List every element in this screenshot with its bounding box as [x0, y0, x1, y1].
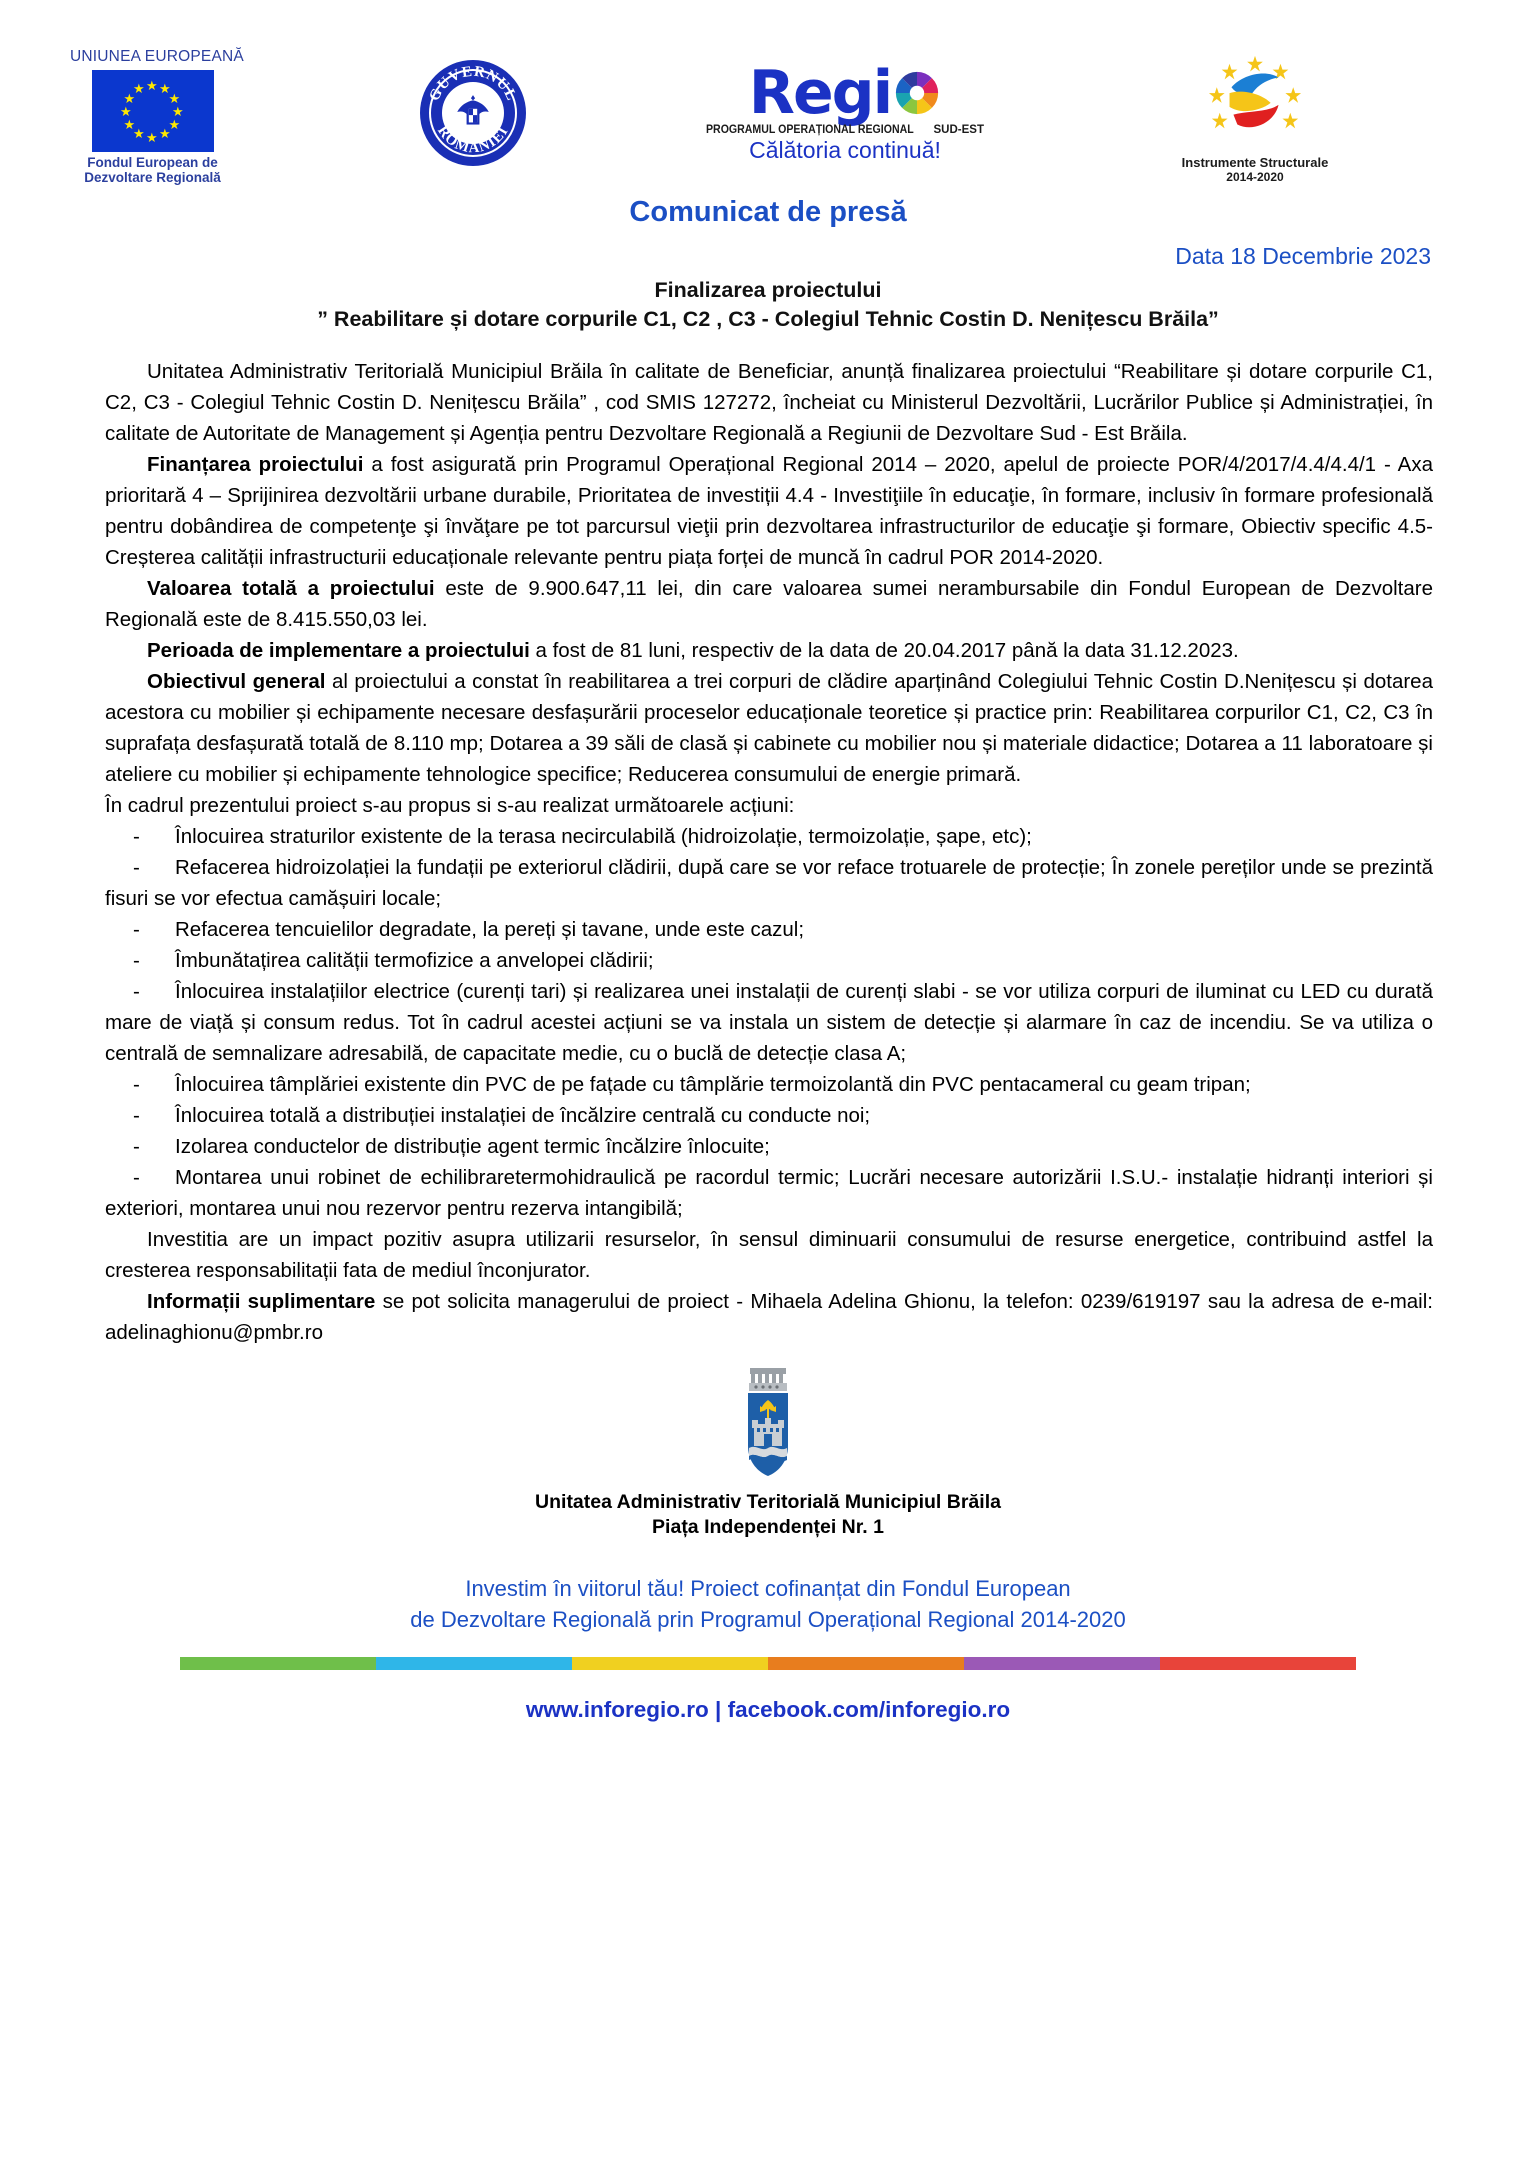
action-text: Înlocuirea instalațiilor electrice (curenți tari) și realizarea unei instalații de curenți slabi - se vor utiliza corpuri de iluminat cu LED cu durată mare de viață și consum redus. Tot în cadrul acestei acțiuni se va instala un sistem de detecție și alarmare în caz de incendiu. Se va utiliza o centrală de semnalizare adresabilă, de capacitate medie, cu o buclă de detecție clasa A;	[105, 980, 1433, 1065]
action-text: Îmbunătațirea calității termofizice a anvelopei clădirii;	[175, 949, 654, 972]
eu-star-icon: ★	[146, 129, 158, 145]
regio-tagline: Călătoria continuă!	[749, 137, 941, 163]
bullet-marker: -	[133, 825, 140, 848]
bullet-marker: -	[133, 1135, 140, 1158]
regio-subtitle-right: SUD-EST	[933, 124, 984, 136]
text-finantare: a fost asigurată prin Programul Operațional Regional 2014 – 2020, apelul de proiecte POR/4/2017/4.4/4.4/1 - Axa prioritară 4 – Sprijinirea dezvoltării urbane durabile, Prioritatea de investiții 4.4 - Investiţiile în educaţie, în formare, inclusiv în formare profesională pentru dobândirea de competenţe şi învăţare pe tot parcursul vieţii prin dezvoltarea infrastructurilor de educaţie şi formare, Obiectiv specific 4.5- Creșterea calității infrastructurii educaționale relevante pentru piața forței de muncă în cadrul POR 2014-2020.	[105, 453, 1433, 569]
regio-subtitle-row	[700, 124, 990, 136]
action-item	[105, 1162, 1433, 1224]
footer-slogan-line2: de Dezvoltare Regională prin Programul Operațional Regional 2014-2020	[410, 1607, 1126, 1632]
action-item	[105, 976, 1433, 1069]
bullet-marker: -	[133, 1104, 140, 1127]
text-info: se pot solicita managerului de proiect - Mihaela Adelina Ghionu, la telefon: 0239/619197 sau la adresa de e-mail: adelinaghionu@pmbr.ro	[105, 1290, 1433, 1344]
color-rule-container	[0, 1657, 1536, 1671]
eu-star-icon: ★	[172, 103, 184, 119]
eu-flag-icon	[92, 70, 214, 152]
action-item	[105, 945, 1433, 976]
actions-list	[105, 821, 1433, 1224]
paragraph-closing: Investitia are un impact pozitiv asupra utilizarii resurselor, în sensul diminuarii consumului de resurse energetice, contribuind astfel la cresterea responsabilitații fata de mediul înconjurator.	[105, 1228, 1433, 1282]
is-logo-years: 2014-2020	[1226, 170, 1284, 184]
paragraph-perioada	[105, 635, 1433, 666]
page-title: Comunicat de presă	[629, 196, 907, 228]
action-item	[105, 1069, 1433, 1100]
eu-star-icon: ★	[123, 90, 136, 106]
color-rule-segment	[572, 1657, 768, 1670]
paragraph-finantare	[105, 449, 1433, 573]
color-rule-segment	[180, 1657, 376, 1670]
svg-text:GUVERNUL: GUVERNUL	[426, 63, 520, 104]
eu-star-icon: ★	[133, 126, 145, 142]
action-text: Izolarea conductelor de distribuție agent termic încălzire înlocuite;	[175, 1135, 770, 1158]
svg-text:ROMÂNIEI: ROMÂNIEI	[434, 123, 512, 157]
bullet-marker: -	[133, 1166, 140, 1189]
actions-intro: În cadrul prezentului proiect s-au propus si s-au realizat următoarele acțiuni:	[105, 794, 795, 817]
eu-logo-bottom-line2: Dezvoltare Regională	[84, 170, 221, 185]
regio-word-text: Regi	[748, 58, 892, 128]
paragraph-info	[105, 1286, 1433, 1348]
action-text: Înlocuirea straturilor existente de la terasa necirculabilă (hidroizolație, termoizolație, șape, etc);	[175, 825, 1032, 848]
gov-seal-text	[420, 60, 526, 166]
eu-star-icon: ★	[159, 80, 171, 96]
color-rule-segment	[1160, 1657, 1356, 1670]
bullet-marker: -	[133, 980, 140, 1003]
braila-coat-of-arms-icon	[736, 1366, 800, 1478]
footer-organization: Unitatea Administrativ Teritorială Municipiul Brăila	[535, 1491, 1001, 1513]
paragraph-valoare	[105, 573, 1433, 635]
crest-container	[0, 1366, 1536, 1483]
project-title: ” Reabilitare și dotare corpurile C1, C2 , C3 - Colegiul Tehnic Costin D. Nenițescu Brăila”	[317, 307, 1219, 331]
document-subtitle: Finalizarea proiectului	[654, 278, 882, 302]
color-rule-segment	[768, 1657, 964, 1670]
footer-slogan	[0, 1573, 1536, 1635]
footer-website[interactable]: www.inforegio.ro | facebook.com/inforegio.ro	[525, 1697, 1011, 1722]
action-item	[105, 821, 1433, 852]
bullet-marker: -	[133, 949, 140, 972]
eu-star-icon: ★	[133, 80, 145, 96]
eu-logo	[70, 48, 244, 185]
action-item	[105, 852, 1433, 914]
action-item	[105, 1131, 1433, 1162]
action-item	[105, 914, 1433, 945]
instrumente-structurale-logo	[1180, 50, 1330, 184]
label-info: Informații suplimentare	[147, 1290, 376, 1313]
label-finantare: Finanțarea proiectului	[147, 453, 364, 476]
eu-star-icon: ★	[168, 116, 181, 132]
logo-bar	[0, 0, 1536, 190]
text-obiectiv: al proiectului a constat în reabilitarea a trei corpuri de clădire aparținând Colegiului Tehnic Costin D.Nenițescu și dotarea acestora cu mobilier și echipamente necesare desfașurării proceselor educaționale teoretice și practice prin: Reabilitarea corpurilor C1, C2, C3 în suprafața desfașurată totală de 8.110 mp; Dotarea a 39 săli de clasă și cabinete cu mobilier nou și materiale didactice; Dotarea a 11 laboratoare și ateliere cu mobilier și echipamente tehnologice specifice; Reducerea consumului de energie primară.	[105, 670, 1433, 786]
text-valoare: este de 9.900.647,11 lei, din care valoarea sumei nerambursabile din Fondul European de Dezvoltare Regională este de 8.415.550,03 lei.	[105, 577, 1433, 631]
label-valoare: Valoarea totală a proiectului	[147, 577, 435, 600]
bullet-marker: -	[133, 1073, 140, 1096]
label-obiectiv: Obiectivul general	[147, 670, 326, 693]
eu-logo-bottom-line1: Fondul European de	[87, 155, 218, 170]
is-logo-title: Instrumente Structurale	[1181, 155, 1329, 170]
color-rule-segment	[376, 1657, 572, 1670]
paragraph-intro: Unitatea Administrativ Teritorială Municipiul Brăila în calitate de Beneficiar, anunță finalizarea proiectului “Reabilitare și dotare corpurile C1, C2, C3 - Colegiul Tehnic Costin D. Nenițescu Brăila” , cod SMIS 127272, încheiat cu Ministerul Dezvoltării, Lucrărilor Publice și Administrației, în calitate de Autoritate de Management și Agenția pentru Dezvoltare Regională a Regiunii de Dezvoltare Sud - Est Brăila.	[105, 360, 1433, 445]
eu-star-icon: ★	[168, 90, 181, 106]
eu-star-icon: ★	[146, 77, 158, 93]
eu-star-icon: ★	[123, 116, 136, 132]
color-rule	[180, 1657, 1356, 1670]
eu-logo-top-text: UNIUNEA EUROPEANĂ	[70, 48, 244, 65]
regio-pinwheel-icon	[893, 69, 941, 117]
government-seal-logo	[420, 60, 526, 166]
eu-star-icon: ★	[159, 126, 171, 142]
action-text: Refacerea hidroizolației la fundații pe exteriorul clădirii, după care se vor reface trotuarele de protecție; În zonele pereților unde se prezintă fisuri se vor efectua camășuiri locale;	[105, 856, 1433, 910]
footer-slogan-line1: Investim în viitorul tău! Proiect cofinanțat din Fondul European	[465, 1576, 1071, 1601]
regio-logo	[700, 58, 990, 164]
eu-star-icon: ★	[120, 103, 132, 119]
action-text: Înlocuirea totală a distribuției instalației de încălzire centrală cu conducte noi;	[175, 1104, 871, 1127]
regio-wordmark	[700, 58, 990, 128]
action-item	[105, 1100, 1433, 1131]
regio-subtitle-left: PROGRAMUL OPERAȚIONAL REGIONAL	[706, 124, 914, 136]
text-perioada: a fost de 81 luni, respectiv de la data de 20.04.2017 până la data 31.12.2023.	[529, 639, 1239, 662]
structural-instruments-swirl-icon	[1196, 50, 1314, 148]
label-perioada: Perioada de implementare a proiectului	[147, 639, 530, 662]
paragraph-obiectiv	[105, 666, 1433, 790]
action-text: Înlocuirea tâmplăriei existente din PVC de pe fațade cu tâmplărie termoizolantă din PVC pentacameral cu geam tripan;	[175, 1073, 1251, 1096]
document-date: Data 18 Decembrie 2023	[1175, 243, 1431, 269]
gov-seal-icon	[420, 60, 526, 166]
action-text: Refacerea tencuielilor degradate, la pereți și tavane, unde este cazul;	[175, 918, 805, 941]
bullet-marker: -	[133, 856, 140, 879]
bullet-marker: -	[133, 918, 140, 941]
footer-address: Piața Independenței Nr. 1	[652, 1516, 884, 1538]
color-rule-segment	[964, 1657, 1160, 1670]
document-body	[0, 356, 1536, 1348]
action-text: Montarea unui robinet de echilibraretermohidraulică pe racordul termic; Lucrări necesare autorizării I.S.U.- instalație hidranți interiori și exteriori, montarea unui nou rezervor pentru rezerva intangibilă;	[105, 1166, 1433, 1220]
